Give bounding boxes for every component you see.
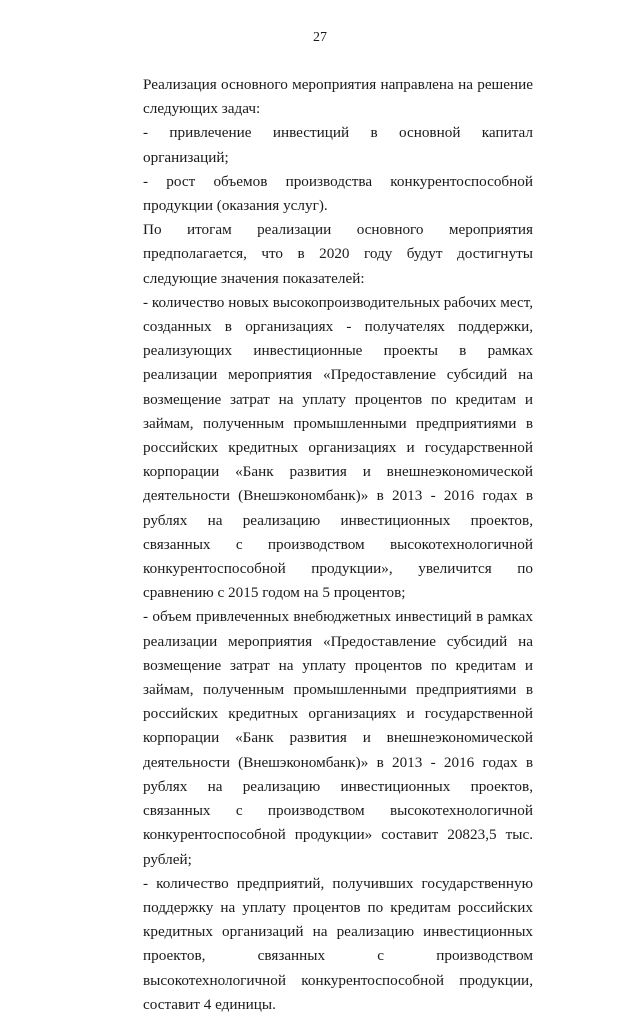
paragraph-indicator-jobs: - количество новых высокопроизводительных рабочих мест, созданных в организациях - получателях поддержки, реализующих инвестиционные проекты в рамках реализации мероприятия «Предоставление субсидий на возмещение затрат на уплату процентов по кредитам и займам, полученным промышленными предприятиями в российских кредитных организациях и государственной корпорации «Банк развития и внешнеэкономической деятельности (Внешэкономбанк)» в 2013 - 2016 годах в рублях на реализацию инвестиционных проектов, связанных с производством высокотехнологичной конкурентоспособной продукции», увеличится по сравнению с 2015 годом на 5 процентов; [143, 293, 533, 602]
paragraph-indicator-investments: - объем привлеченных внебюджетных инвестиций в рамках реализации мероприятия «Предоставление субсидий на возмещение затрат на уплату процентов по кредитам и займам, полученным промышленными предприятиями в российских кредитных организациях и государственной корпорации «Банк развития и внешнеэкономической деятельности (Внешэкономбанк)» в 2013 - 2016 годах в рублях на реализацию инвестиционных проектов, связанных с производством высокотехнологичной конкурентоспособной продукции» составит 20823,5 тыс. рублей; [143, 608, 533, 868]
paragraph-indicator-enterprises: - количество предприятий, получивших государственную поддержку на уплату процентов по кредитам российских кредитных организаций на реализацию инвестиционных проектов, связанных с производством высокотехнологичной конкурентоспособной продукции, составит 4 единицы. [143, 874, 533, 1013]
paragraph-task-production: - рост объемов производства конкурентоспособной продукции (оказания услуг). [143, 172, 533, 215]
paragraph-intro: Реализация основного мероприятия направлена на решение следующих задач: [143, 76, 533, 118]
paragraph-task-investment: - привлечение инвестиций в основной капитал организаций; [143, 124, 533, 166]
document-body [143, 73, 533, 1017]
paragraph-results-intro: По итогам реализации основного мероприятия предполагается, что в 2020 году будут достигнуты следующие значения показателей: [143, 221, 533, 287]
page-number: 27 [313, 30, 327, 45]
